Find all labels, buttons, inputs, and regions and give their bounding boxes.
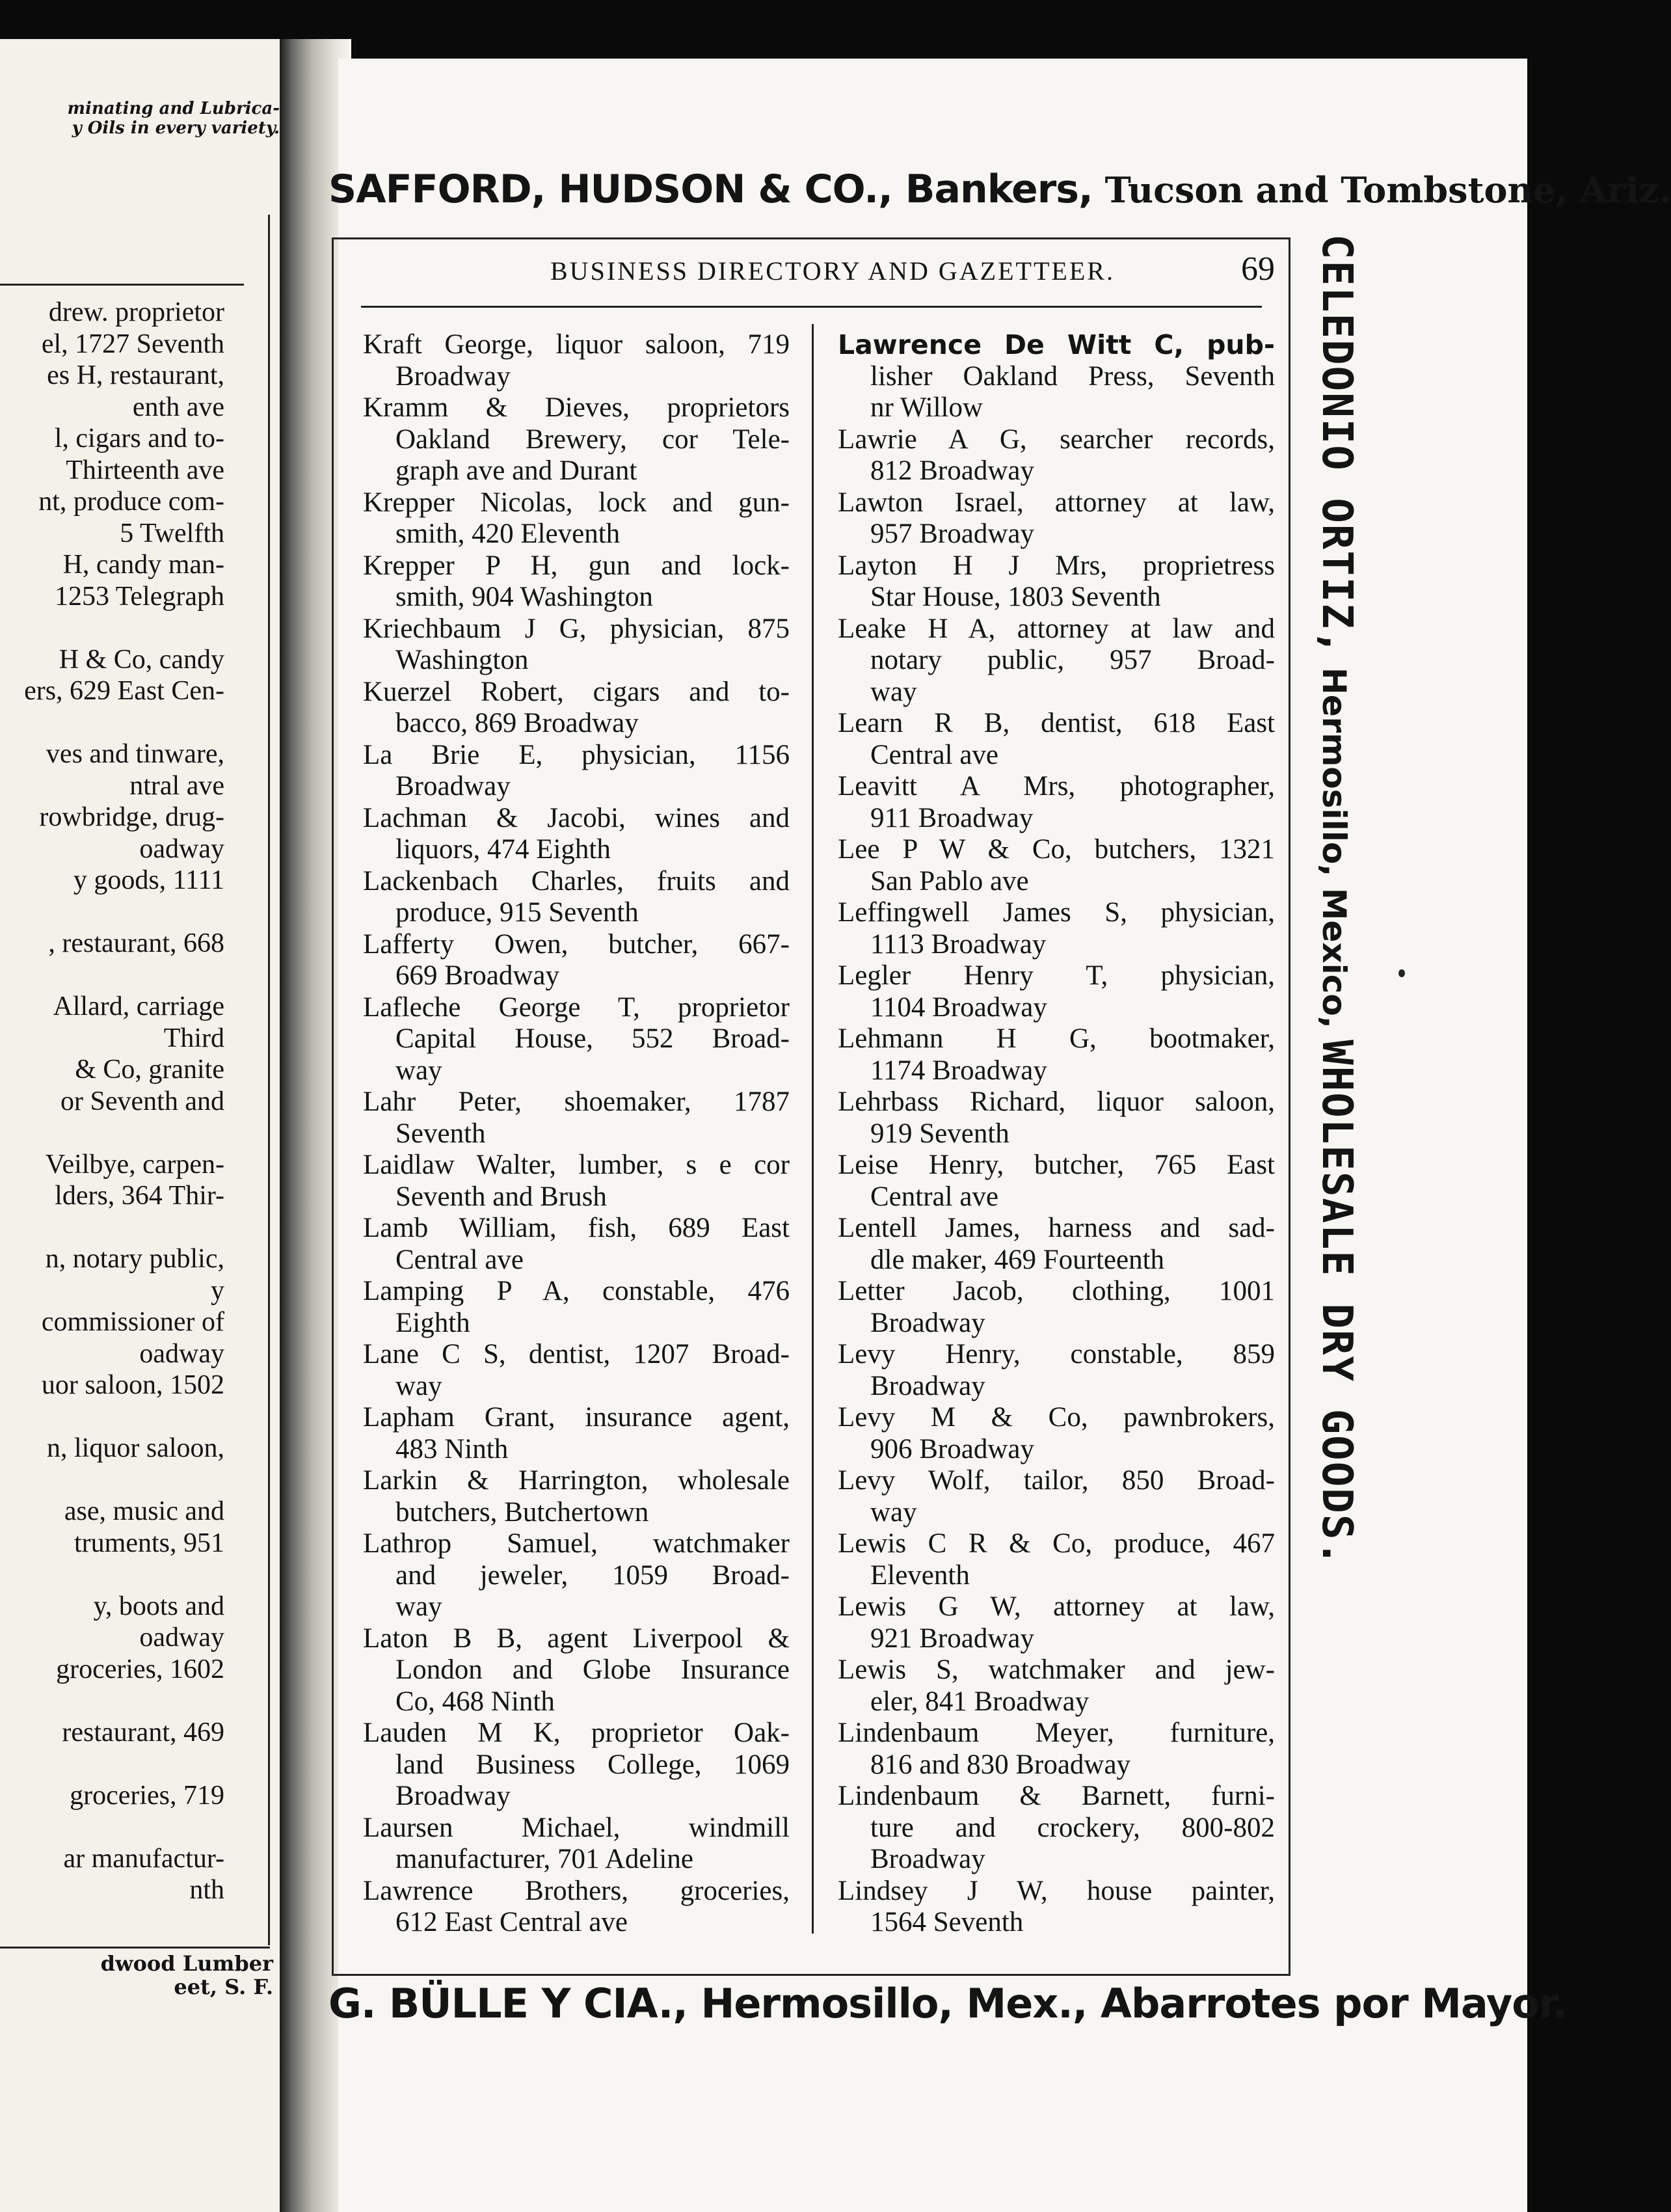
entry-continuation-line: produce, 915 Seventh xyxy=(395,897,639,928)
left-page-line: 1253 Telegraph xyxy=(54,581,224,612)
directory-entry-line: Lamping P A, constable, 476 xyxy=(363,1276,790,1306)
directory-entry-line: Levy Wolf, tailor, 850 Broad- xyxy=(838,1465,1275,1496)
directory-entry-line: Lathrop Samuel, watchmaker xyxy=(363,1528,790,1559)
directory-entry-line: Lee P W & Co, butchers, 1321 xyxy=(838,834,1275,865)
directory-entry-line: Larkin & Harrington, wholesale xyxy=(363,1465,790,1496)
directory-entry-line: Lamb William, fish, 689 East xyxy=(363,1213,790,1243)
directory-entry-line: Lewis C R & Co, produce, 467 xyxy=(838,1528,1275,1559)
top-advert-banner xyxy=(328,166,1671,213)
entry-continuation-line: 816 and 830 Broadway xyxy=(870,1749,1131,1780)
left-page-line: enth ave xyxy=(132,392,224,422)
directory-entry-line: Lehrbass Richard, liquor saloon, xyxy=(838,1086,1275,1117)
directory-entry-line: Leake H A, attorney at law and xyxy=(838,613,1275,644)
directory-entry-line: Leffingwell James S, physician, xyxy=(838,897,1275,928)
directory-entry-line: Lindenbaum Meyer, furniture, xyxy=(838,1718,1275,1748)
entry-continuation-line: 1564 Seventh xyxy=(870,1907,1024,1937)
entry-continuation-line: 911 Broadway xyxy=(870,802,1034,833)
left-page-line: ase, music and xyxy=(64,1496,224,1526)
left-page-line xyxy=(0,612,224,643)
directory-entry-line: Legler Henry T, physician, xyxy=(838,960,1275,991)
side-advert-banner xyxy=(1314,234,1359,2004)
left-page-line: H, candy man- xyxy=(62,550,224,580)
entry-continuation-line: dle maker, 469 Fourteenth xyxy=(870,1244,1165,1275)
entry-continuation-line: way xyxy=(870,1496,917,1528)
left-page-line: nt, produce com- xyxy=(38,487,224,517)
left-page-line: uor saloon, 1502 xyxy=(41,1370,224,1400)
bottom-advert-banner: G. BÜLLE Y CIA., Hermosillo, Mex., Abarrotes por Mayor. xyxy=(328,1980,1568,2027)
directory-entry-line: Kramm & Dieves, proprietors xyxy=(363,392,790,423)
entry-continuation-line: 1174 Broadway xyxy=(870,1055,1047,1086)
entry-continuation-line: Eleventh xyxy=(870,1559,970,1591)
entry-continuation-line: lisher Oakland Press, Seventh xyxy=(870,360,1275,392)
column-divider xyxy=(812,324,814,1934)
directory-entry-line: Layton H J Mrs, proprietress xyxy=(838,550,1275,581)
directory-entry-line: Kuerzel Robert, cigars and to- xyxy=(363,676,790,707)
side-banner-name: CELEDONIO ORTIZ, xyxy=(1313,234,1361,656)
left-page-line: nth xyxy=(189,1875,224,1905)
directory-entry-line: Lafferty Owen, butcher, 667- xyxy=(363,928,790,960)
directory-entry-line: Lindsey J W, house painter, xyxy=(838,1875,1275,1906)
entry-continuation-line: Broadway xyxy=(395,771,511,802)
entry-continuation-line: San Pablo ave xyxy=(870,865,1029,897)
directory-entry-line: Lapham Grant, insurance agent, xyxy=(363,1402,790,1433)
left-page-line: H & Co, candy xyxy=(59,644,224,675)
left-page-line xyxy=(0,897,224,928)
left-page-line xyxy=(0,1401,224,1433)
left-page-line: rowbridge, drug- xyxy=(39,802,224,832)
entry-continuation-line: Star House, 1803 Seventh xyxy=(870,582,1161,612)
directory-entry-line: Letter Jacob, clothing, 1001 xyxy=(838,1276,1275,1306)
left-page-line: & Co, granite xyxy=(75,1055,224,1085)
left-page-line xyxy=(0,1212,224,1243)
left-page-line xyxy=(0,707,224,738)
left-page-line: Veilbye, carpen- xyxy=(45,1149,224,1180)
entry-continuation-line: smith, 904 Washington xyxy=(395,582,653,612)
entry-continuation-line: Broadway xyxy=(395,1781,511,1811)
left-page-line: groceries, 719 xyxy=(70,1780,224,1811)
left-page-line: y xyxy=(211,1275,224,1306)
entry-continuation-line: 1113 Broadway xyxy=(870,928,1047,960)
left-page-line: lders, 364 Thir- xyxy=(55,1181,224,1211)
directory-entry-line: Lehmann H G, bootmaker, xyxy=(838,1023,1275,1054)
left-page-rule xyxy=(0,284,244,286)
running-head: BUSINESS DIRECTORY AND GAZETTEER. xyxy=(550,256,1115,286)
left-page-line: el, 1727 Seventh xyxy=(41,329,224,359)
entry-continuation-line: 669 Broadway xyxy=(395,960,559,991)
top-banner-locations: Tucson and Tombstone, Ariz. xyxy=(1092,169,1671,211)
entry-continuation-line: Seventh and Brush xyxy=(395,1181,607,1212)
directory-entry-line: Kriechbaum J G, physician, 875 xyxy=(363,613,790,644)
directory-entry-line: Lawrie A G, searcher records, xyxy=(838,424,1275,455)
entry-continuation-line: Central ave xyxy=(870,739,998,770)
side-banner-text xyxy=(1314,234,1359,2004)
entry-continuation-line: Oakland Brewery, cor Tele- xyxy=(395,424,790,455)
directory-entry-line: Lewis S, watchmaker and jew- xyxy=(838,1654,1275,1685)
left-page-line xyxy=(0,1748,224,1779)
entry-continuation-line: 483 Ninth xyxy=(395,1433,509,1464)
entry-continuation-line: way xyxy=(395,1370,442,1401)
directory-entry-line: Krepper Nicolas, lock and gun- xyxy=(363,487,790,518)
left-page-line: groceries, 1602 xyxy=(56,1654,224,1684)
left-page-line: ves and tinware, xyxy=(46,739,224,769)
entry-continuation-line: 919 Seventh xyxy=(870,1118,1009,1149)
entry-continuation-line: Central ave xyxy=(870,1181,998,1212)
entry-continuation-line: Central ave xyxy=(395,1244,524,1275)
entry-continuation-line: Broadway xyxy=(870,1844,985,1874)
directory-entry-line: Laidlaw Walter, lumber, s e cor xyxy=(363,1150,790,1180)
left-page-line: Third xyxy=(163,1023,224,1053)
left-page-line xyxy=(0,1685,224,1716)
directory-entry-line: Leise Henry, butcher, 765 East xyxy=(838,1150,1275,1180)
directory-entry-line: Lentell James, harness and sad- xyxy=(838,1213,1275,1243)
left-advert-line: minating and Lubrica- xyxy=(67,99,280,118)
left-advert-line: dwood Lumber xyxy=(100,1951,273,1976)
top-banner-main: SAFFORD, HUDSON & CO., Bankers, xyxy=(328,167,1093,212)
left-page-line: n, liquor saloon, xyxy=(47,1433,224,1463)
entry-continuation-line: Washington xyxy=(395,645,529,675)
left-page-line: drew. proprietor xyxy=(48,297,224,327)
left-page-line: y goods, 1111 xyxy=(73,865,224,895)
entry-continuation-line: Co, 468 Ninth xyxy=(395,1686,555,1717)
directory-entry-line: Lahr Peter, shoemaker, 1787 xyxy=(363,1086,790,1117)
left-page-line xyxy=(0,960,224,991)
left-page-line xyxy=(0,1811,224,1842)
left-page-bottom-rule xyxy=(0,1947,270,1949)
directory-entry-line: Lawrence De Witt C, pub- xyxy=(838,329,1275,360)
entry-continuation-line: liquors, 474 Eighth xyxy=(395,834,611,865)
entry-continuation-line: Broadway xyxy=(395,360,511,392)
left-page-line: oadway xyxy=(139,1338,224,1369)
directory-entry-line: Learn R B, dentist, 618 East xyxy=(838,708,1275,738)
entry-continuation-line: 612 East Central ave xyxy=(395,1907,628,1937)
left-page-advert-top xyxy=(0,99,280,138)
entry-continuation-line: way xyxy=(395,1055,442,1086)
entry-continuation-line: 812 Broadway xyxy=(870,455,1034,486)
left-page-line: 5 Twelfth xyxy=(120,518,224,548)
directory-entry-line: Laton B B, agent Liverpool & xyxy=(363,1623,790,1654)
left-page-line: ers, 629 East Cen- xyxy=(24,676,224,706)
entry-continuation-line: eler, 841 Broadway xyxy=(870,1686,1089,1717)
side-banner-goods: WHOLESALE DRY GOODS. xyxy=(1313,1040,1361,1567)
entry-continuation-line: Eighth xyxy=(395,1307,470,1338)
left-page-line: commissioner of xyxy=(41,1307,224,1337)
directory-entry-line: Krepper P H, gun and lock- xyxy=(363,550,790,581)
directory-entry-line: Levy Henry, constable, 859 xyxy=(838,1339,1275,1369)
entry-continuation-line: 1104 Broadway xyxy=(870,991,1047,1023)
entry-continuation-line: 957 Broadway xyxy=(870,519,1034,549)
entry-continuation-line: bacco, 869 Broadway xyxy=(395,708,639,738)
directory-entry-line: Leavitt A Mrs, photographer, xyxy=(838,771,1275,802)
directory-entry-line: Lackenbach Charles, fruits and xyxy=(363,865,790,897)
page-number: 69 xyxy=(1241,250,1275,288)
directory-entry-line: Lachman & Jacobi, wines and xyxy=(363,802,790,833)
directory-entry-line: Lindenbaum & Barnett, furni- xyxy=(838,1781,1275,1811)
entry-continuation-line: way xyxy=(870,676,917,707)
left-advert-line: y Oils in every variety. xyxy=(72,118,280,138)
left-page-line xyxy=(0,1117,224,1148)
side-banner-location: Hermosillo, Mexico, xyxy=(1315,656,1353,1040)
entry-continuation-line: Broadway xyxy=(870,1370,985,1401)
left-page-line: oadway xyxy=(139,1623,224,1652)
left-page-advert-bottom xyxy=(0,1952,273,1999)
entry-continuation-line: and jeweler, 1059 Broad- xyxy=(395,1559,790,1591)
left-page-line: restaurant, 469 xyxy=(62,1717,224,1747)
entry-continuation-line: graph ave and Durant xyxy=(395,455,637,486)
left-page-line: ar manufactur- xyxy=(63,1843,224,1874)
left-page-line: Thirteenth ave xyxy=(66,455,224,485)
entry-continuation-line: Broadway xyxy=(870,1307,985,1338)
entry-continuation-line: Capital House, 552 Broad- xyxy=(395,1023,790,1054)
left-page-line: es H, restaurant, xyxy=(47,360,224,390)
entry-continuation-line: 906 Broadway xyxy=(870,1433,1034,1464)
left-page-line: truments, 951 xyxy=(74,1528,224,1558)
entry-continuation-line: smith, 420 Eleventh xyxy=(395,519,621,549)
entry-continuation-line: 921 Broadway xyxy=(870,1623,1034,1654)
entry-continuation-line: Seventh xyxy=(395,1118,486,1149)
directory-entry-line: Levy M & Co, pawnbrokers, xyxy=(838,1402,1275,1433)
directory-entry-line: Lewis G W, attorney at law, xyxy=(838,1591,1275,1622)
left-page-line: y, boots and xyxy=(93,1591,224,1621)
entry-continuation-line: butchers, Butchertown xyxy=(395,1496,649,1528)
entry-continuation-line: way xyxy=(395,1591,442,1622)
directory-entry-line: Lafleche George T, proprietor xyxy=(363,991,790,1023)
entry-continuation-line: London and Globe Insurance xyxy=(395,1654,790,1685)
directory-entry-line: Lane C S, dentist, 1207 Broad- xyxy=(363,1339,790,1369)
left-page-line: oadway xyxy=(139,833,224,864)
directory-entry-line: Kraft George, liquor saloon, 719 xyxy=(363,329,790,360)
left-page-line: l, cigars and to- xyxy=(54,424,224,453)
directory-entry-line: Laursen Michael, windmill xyxy=(363,1812,790,1843)
left-page-line xyxy=(0,1464,224,1496)
entry-continuation-line: land Business College, 1069 xyxy=(395,1749,790,1780)
ink-speck xyxy=(1398,969,1405,977)
left-page-line: Allard, carriage xyxy=(53,991,224,1021)
left-advert-line: eet, S. F. xyxy=(174,1975,273,1999)
left-page-line: or Seventh and xyxy=(60,1086,224,1116)
directory-entry-line: Lawton Israel, attorney at law, xyxy=(838,487,1275,518)
left-page-column-rule xyxy=(268,215,270,1945)
directory-entry-line: La Brie E, physician, 1156 xyxy=(363,739,790,770)
entry-continuation-line: nr Willow xyxy=(870,392,983,423)
directory-entry-line: Lawrence Brothers, groceries, xyxy=(363,1875,790,1906)
entry-continuation-line: notary public, 957 Broad- xyxy=(870,645,1275,675)
directory-entry-line: Lauden M K, proprietor Oak- xyxy=(363,1718,790,1748)
left-page-line: n, notary public, xyxy=(45,1244,224,1274)
entry-continuation-line: manufacturer, 701 Adeline xyxy=(395,1844,693,1874)
header-rule xyxy=(361,306,1262,308)
left-page-line xyxy=(0,1559,224,1590)
left-page-line: , restaurant, 668 xyxy=(48,928,224,958)
left-page-line: ntral ave xyxy=(129,770,224,801)
entry-continuation-line: ture and crockery, 800-802 xyxy=(870,1812,1275,1843)
